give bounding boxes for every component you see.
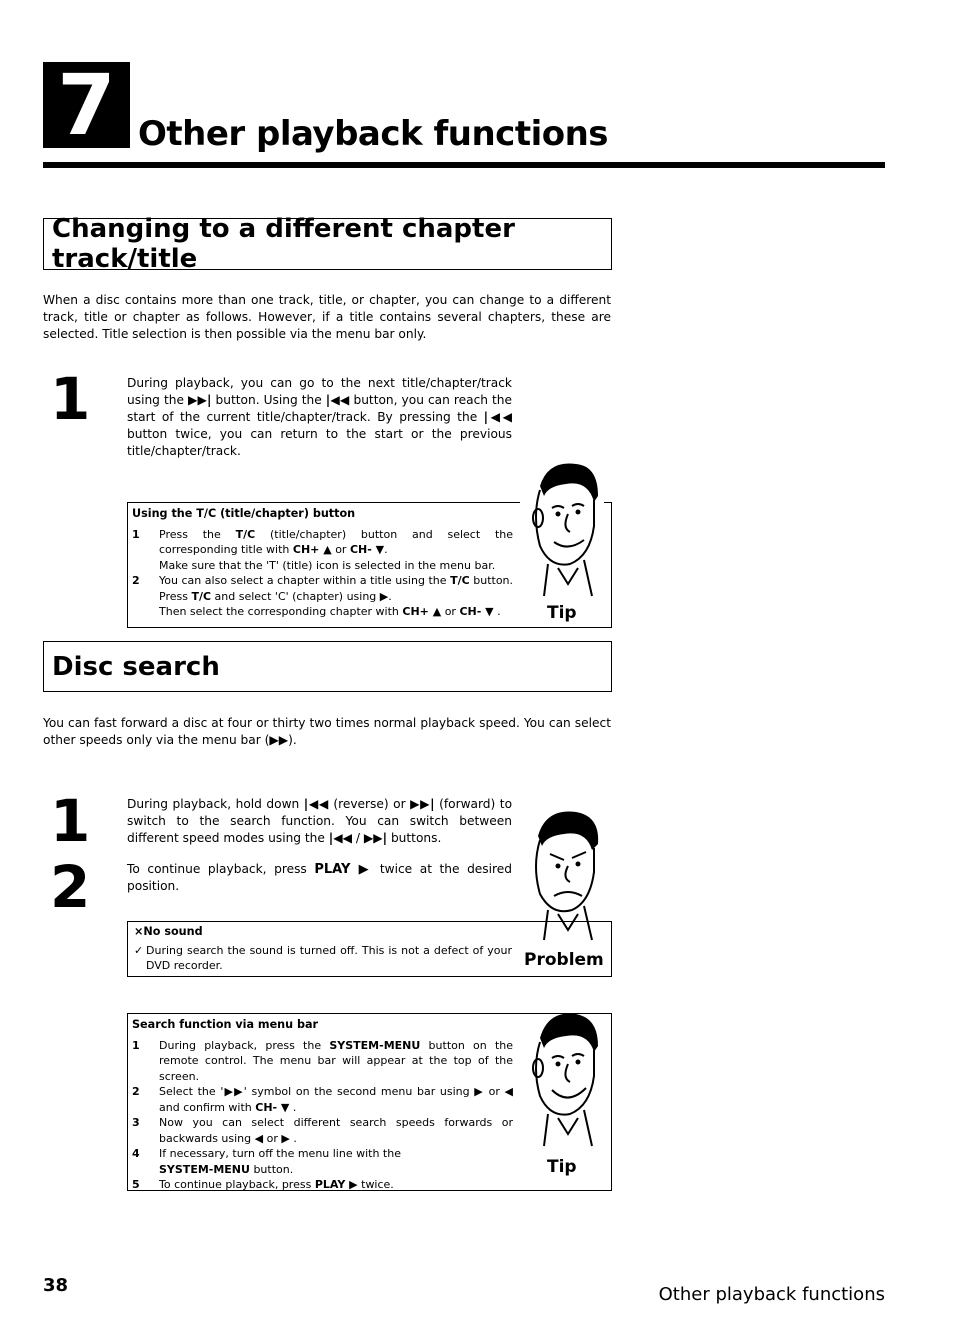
chapter-number-block: 7 xyxy=(43,62,130,148)
section2-intro: You can fast forward a disc at four or thirty two times normal playback speed. You can select other speeds only via the menu bar (▶▶). xyxy=(43,716,611,747)
problem-heading: No sound xyxy=(143,925,203,938)
previous-icon: |◀◀ xyxy=(328,831,352,845)
header-rule xyxy=(43,162,885,168)
section2-step2-text: To continue playback, press PLAY ▶ twice at the desired position. xyxy=(127,862,513,893)
list-item: 2 Select the '▶▶' symbol on the second menu bar using ▶ or ◀ and confirm with CH- ▼ . xyxy=(132,1085,513,1114)
tip-heading: Using the T/C (title/chapter) button xyxy=(132,507,356,520)
list-item: 1 Press the T/C (title/chapter) button and select the corresponding title with CH+ ▲ or CH- ▼. Make sure that the 'T' (title) icon is selected in the menu bar. xyxy=(132,527,514,572)
previous-icon: |◀◀ xyxy=(303,797,329,811)
section-heading-disc-search xyxy=(43,641,612,692)
section1-step-text: During playback, you can go to the next title/chapter/track using the ▶▶| button. Using the |◀◀ button, you can reach the start of the current title/chapter/track. By pressing the |◀◀ button twice, you can return to the start or the previous title/chapter/track. xyxy=(127,376,513,458)
checkmark-icon: ✓ xyxy=(134,943,144,957)
section-title: Changing to a different chapter track/title xyxy=(52,214,515,274)
list-item: 1 During playback, press the SYSTEM-MENU button on the remote control. The menu bar will appear at the top of the screen. xyxy=(132,1038,514,1083)
tip-label: Tip xyxy=(547,603,577,623)
tip-label: Tip xyxy=(547,1157,577,1177)
chapter-title: Other playback functions xyxy=(138,114,609,154)
next-icon: ▶▶| xyxy=(410,797,435,811)
list-item: 5 To continue playback, press PLAY ▶ twice. xyxy=(132,1178,394,1191)
problem-label: Problem xyxy=(524,950,604,970)
fast-forward-icon: ▶▶ xyxy=(269,733,289,747)
next-icon: ▶▶| xyxy=(187,393,212,407)
list-item: 2 You can also select a chapter within a title using the T/C button. Press T/C and select 'C' (chapter) using ▶. Then select the corresponding chapter with CH+ ▲ or CH- ▼ . xyxy=(132,574,514,618)
section2-step1-text: During playback, hold down |◀◀ (reverse) or ▶▶| (forward) to switch to the search function. You can switch between different speed modes using the |◀◀ / ▶▶| buttons. xyxy=(127,797,513,845)
section1-intro: When a disc contains more than one track, title, or chapter, you can change to a different track, title or chapter as follows. However, if a title contains several chapters, these are selected. Title selection is then possible via the menu bar only. xyxy=(43,293,611,341)
section-title: Disc search xyxy=(52,651,220,682)
step-number: 1 xyxy=(50,365,91,433)
cartoon-face-icon xyxy=(518,1008,610,1150)
previous-icon: |◀◀ xyxy=(483,410,512,424)
fast-forward-icon: ▶▶ xyxy=(223,1085,244,1098)
list-item: 4 If necessary, turn off the menu line with the SYSTEM-MENU button. xyxy=(132,1147,401,1176)
step-number: 1 xyxy=(50,787,91,855)
problem-box-no-sound: ×No sound ✓ During search the sound is turned off. This is not a defect of your DVD recorder. Problem xyxy=(127,921,612,977)
previous-icon: |◀◀ xyxy=(325,393,350,407)
page-number: 38 xyxy=(43,1275,69,1296)
cross-icon: × xyxy=(134,925,144,938)
step-number: 2 xyxy=(50,853,91,921)
section-heading-chapter-track-title xyxy=(43,214,612,274)
cartoon-face-icon xyxy=(518,456,610,602)
next-icon: ▶▶| xyxy=(363,831,388,845)
tip-heading: Search function via menu bar xyxy=(132,1018,319,1031)
list-item: 3 Now you can select different search speeds forwards or backwards using ◀ or ▶ . xyxy=(132,1116,513,1145)
footer-title: Other playback functions xyxy=(658,1284,885,1305)
